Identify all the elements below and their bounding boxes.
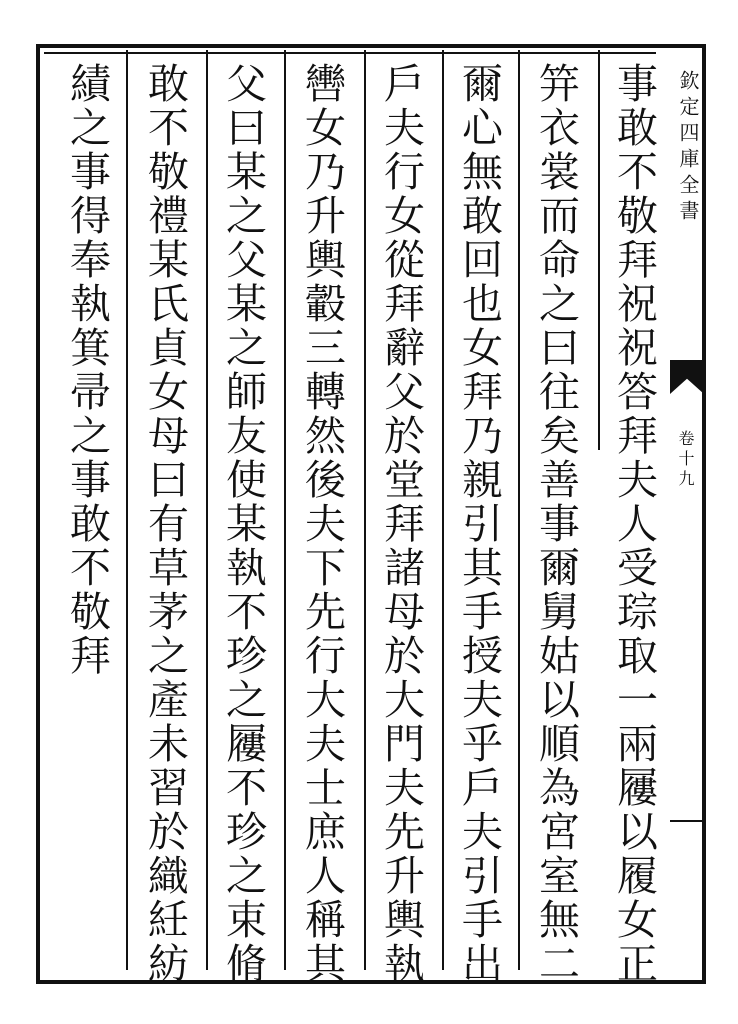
text-column-5: 轡女乃升輿轂三轉然後夫下先行大夫士庶人稱其 xyxy=(298,62,346,986)
text-column-7: 敢不敬禮某氏貞女母曰有草茅之產未習於織紝紡 xyxy=(141,62,189,986)
column-rule xyxy=(518,50,520,970)
margin-rule xyxy=(670,820,704,822)
juan-number: 卷十九 xyxy=(676,430,695,490)
collection-title: 欽定四庫全書 xyxy=(676,70,700,226)
text-column-2: 笄衣裳而命之曰往矣善事爾舅姑以順為宮室無二 xyxy=(532,62,580,986)
top-rule xyxy=(44,52,656,54)
text-column-1: 事敢不敬拜祝祝答拜夫人受琮取一兩屨以履女正 xyxy=(610,62,658,986)
fishtail-mark-icon xyxy=(670,360,704,394)
text-column-6: 父曰某之父某之師友使某執不珍之屨不珍之束脩 xyxy=(219,62,267,986)
text-column-4: 戶夫行女從拜辭父於堂拜諸母於大門夫先升輿執 xyxy=(377,62,425,986)
column-rule xyxy=(206,50,208,970)
column-rule xyxy=(598,50,600,450)
column-rule xyxy=(442,50,444,970)
text-column-8: 績之事得奉執箕帚之事敢不敬拜 xyxy=(63,62,111,678)
column-rule xyxy=(126,50,128,970)
column-rule xyxy=(284,50,286,970)
column-rule xyxy=(364,50,366,970)
text-column-3: 爾心無敢回也女拜乃親引其手授夫乎戶夫引手出 xyxy=(455,62,503,986)
block-margin xyxy=(670,60,704,980)
